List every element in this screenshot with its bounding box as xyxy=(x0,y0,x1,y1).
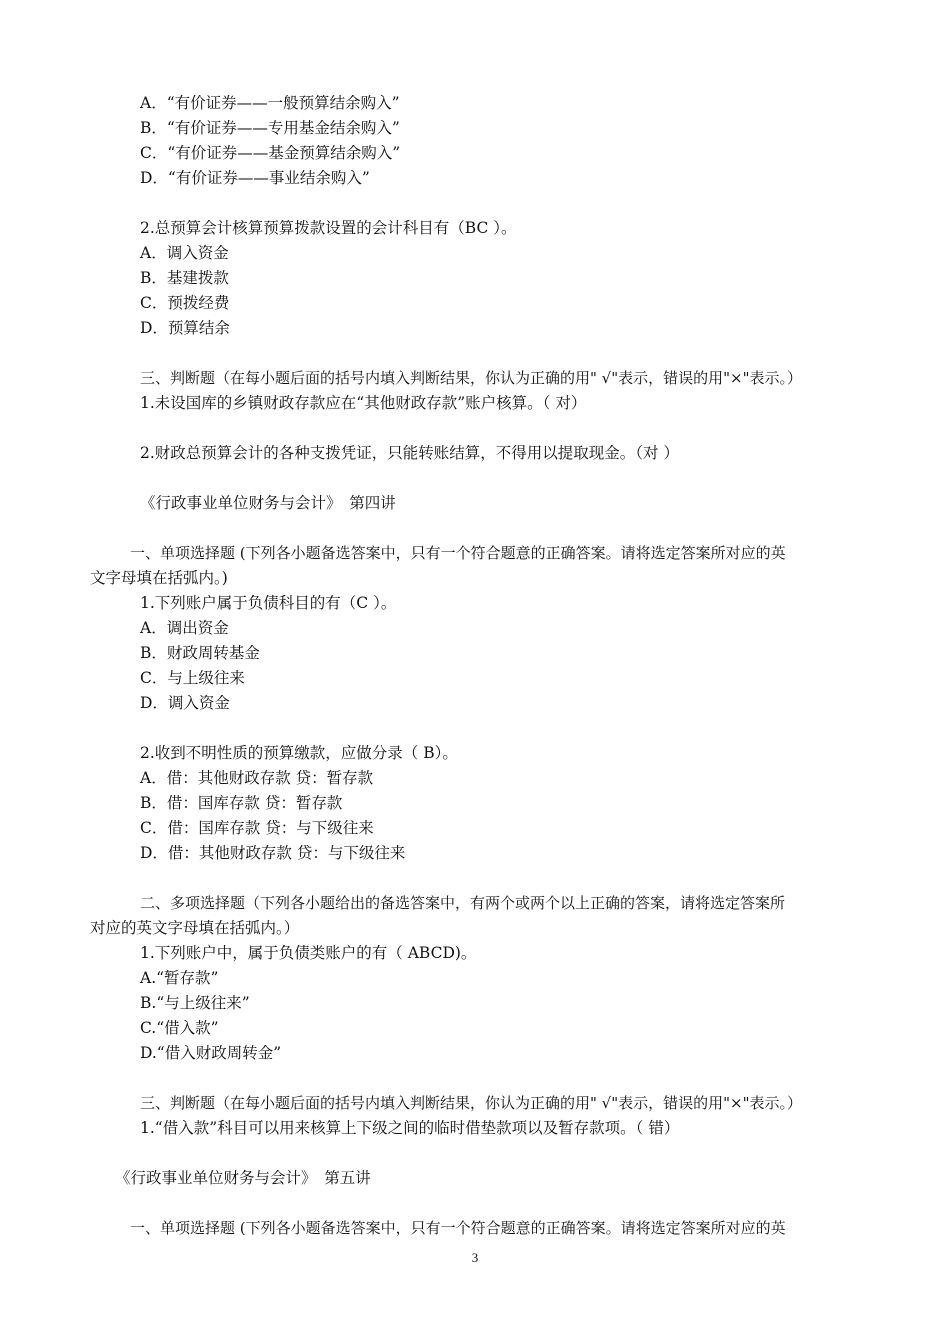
q1-option-c: C．“有价证券——基金预算结余购入” xyxy=(140,144,401,162)
q1-option-d: D．“有价证券——事业结余购入” xyxy=(140,169,370,187)
q2-option-b: B．基建拨款 xyxy=(140,269,229,287)
l4-judgment-q1: 1.“借入款”科目可以用来核算上下级之间的临时借垫款项以及暂存款项。（ 错） xyxy=(140,1119,680,1137)
q2-stem: 2.总预算会计核算预算拨款设置的会计科目有（BC ）。 xyxy=(140,219,517,237)
l4-single-choice-heading-2: 文字母填在括弧内。) xyxy=(90,569,228,587)
l4-mq1-option-a: A.“暂存款” xyxy=(140,969,219,987)
q2-option-d: D．预算结余 xyxy=(140,319,230,337)
l4-q2-option-a: A．借：其他财政存款 贷：暂存款 xyxy=(140,769,374,787)
q2-option-c: C．预拨经费 xyxy=(140,294,230,312)
q1-option-a: A．“有价证券——一般预算结余购入” xyxy=(140,94,400,112)
l4-mq1-option-d: D.“借入财政周转金” xyxy=(140,1044,282,1062)
l4-mq1-option-c: C.“借入款” xyxy=(140,1019,219,1037)
judgment-q1: 1.未设国库的乡镇财政存款应在“其他财政存款”账户核算。（ 对） xyxy=(140,394,587,412)
l4-q1-option-d: D．调入资金 xyxy=(140,694,230,712)
q1-option-b: B．“有价证券——专用基金结余购入” xyxy=(140,119,400,137)
page-number: 3 xyxy=(471,1250,479,1265)
l4-q2-option-c: C．借：国库存款 贷：与下级往来 xyxy=(140,819,374,837)
q2-option-a: A．调入资金 xyxy=(140,244,229,262)
l5-single-choice-heading-1: 一、单项选择题 (下列各小题备选答案中，只有一个符合题意的正确答案。请将选定答案所对应的英 xyxy=(130,1219,786,1237)
l4-multi-choice-heading-1: 二、多项选择题（下列各小题给出的备选答案中，有两个或两个以上正确的答案，请将选定答案所 xyxy=(140,894,786,912)
l4-multi-choice-heading-2: 对应的英文字母填在括弧内。） xyxy=(90,919,300,937)
l4-q1-option-c: C．与上级往来 xyxy=(140,669,245,687)
l4-q2-option-d: D．借：其他财政存款 贷：与下级往来 xyxy=(140,844,406,862)
l4-mq1-stem: 1.下列账户中，属于负债类账户的有（ ABCD)。 xyxy=(140,944,477,962)
l4-judgment-heading: 三、判断题（在每小题后面的括号内填入判断结果，你认为正确的用" √"表示，错误的用"×"表示。） xyxy=(140,1094,802,1112)
l4-q2-option-b: B．借：国库存款 贷：暂存款 xyxy=(140,794,343,812)
judgment-heading: 三、判断题（在每小题后面的括号内填入判断结果，你认为正确的用" √"表示，错误的用"×"表示。） xyxy=(140,369,802,387)
l4-q1-stem: 1.下列账户属于负债科目的有（C ）。 xyxy=(140,594,397,612)
lecture5-title: 《行政事业单位财务与会计》 第五讲 xyxy=(115,1169,371,1187)
l4-single-choice-heading-1: 一、单项选择题 (下列各小题备选答案中，只有一个符合题意的正确答案。请将选定答案所对应的英 xyxy=(130,544,786,562)
l4-q1-option-a: A．调出资金 xyxy=(140,619,229,637)
lecture4-title: 《行政事业单位财务与会计》 第四讲 xyxy=(140,494,396,512)
judgment-q2: 2.财政总预算会计的各种支拨凭证，只能转账结算，不得用以提取现金。（对 ） xyxy=(140,444,679,462)
l4-q1-option-b: B．财政周转基金 xyxy=(140,644,260,662)
l4-q2-stem: 2.收到不明性质的预算缴款，应做分录（ B）。 xyxy=(140,744,458,762)
l4-mq1-option-b: B.“与上级往来” xyxy=(140,994,250,1012)
